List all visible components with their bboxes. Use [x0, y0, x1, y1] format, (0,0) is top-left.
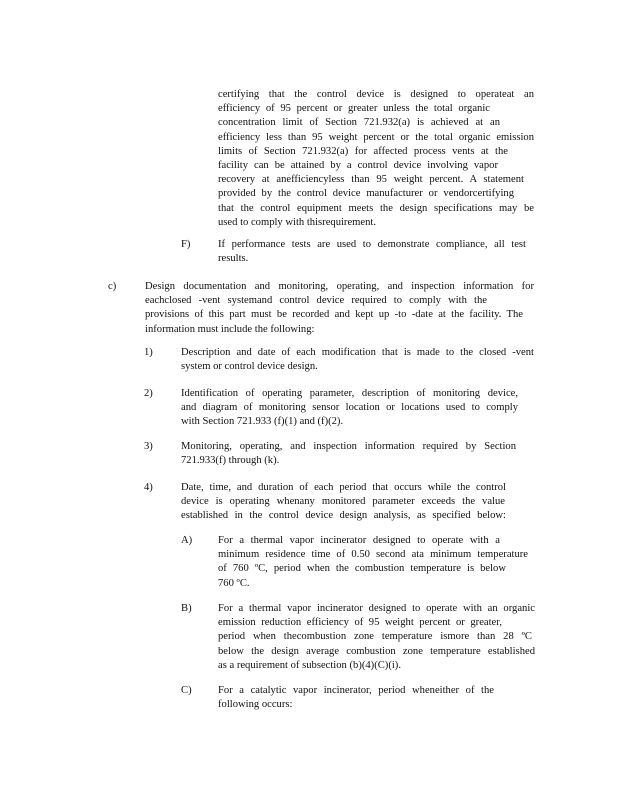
item-marker: A)	[181, 535, 193, 546]
item-marker: B)	[181, 603, 192, 614]
text-line: that the control equipment meets the design specifications may be	[218, 202, 534, 214]
text-line: system or control device design.	[181, 361, 318, 373]
text-line: of 760 ºC, period when the combustion temperature is below	[218, 563, 506, 575]
item-c-paragraph	[145, 280, 534, 337]
text-line: recovery at anefficiencyless than 95 weight percent. A statement	[218, 174, 524, 186]
continuation-paragraph	[218, 88, 534, 230]
text-line: Monitoring, operating, and inspection information required by Section	[181, 441, 516, 452]
text-line: 760 ºC.	[218, 577, 250, 589]
text-line: concentration limit of Section 721.932(a) is achieved at an	[218, 117, 500, 129]
text-line: device is operating whenany monitored parameter exceeds the value	[181, 496, 505, 508]
item-marker: 3)	[144, 441, 153, 452]
text-line: as a requirement of subsection (b)(4)(C)(i).	[218, 659, 401, 671]
item-marker: 4)	[144, 482, 153, 493]
text-line: established in the control device design analysis, as specified below:	[181, 510, 506, 522]
text-line: limits of Section 721.932(a) for affected process vents at the	[218, 145, 508, 157]
text-line: If performance tests are used to demonstrate compliance, all test	[218, 239, 526, 250]
item-marker: F)	[181, 239, 191, 250]
text-line: information must include the following:	[145, 323, 315, 335]
text-line: following occurs:	[218, 699, 293, 711]
text-line: period when thecombustion zone temperature ismore than 28 ºC	[218, 631, 532, 643]
text-line: with Section 721.933 (f)(1) and (f)(2).	[181, 416, 344, 428]
text-line: For a thermal vapor incinerator designed to operate with a	[218, 535, 500, 546]
text-line: provided by the control device manufacturer or vendorcertifying	[218, 188, 514, 200]
item-3-paragraph	[181, 440, 516, 468]
text-line: Date, time, and duration of each period that occurs while the control	[181, 482, 506, 493]
text-line: For a thermal vapor incinerator designed to operate with an organic	[218, 603, 535, 614]
text-line: Design documentation and monitoring, operating, and inspection information for	[145, 281, 534, 292]
text-line: 721.933(f) through (k).	[181, 455, 280, 467]
item-cc-paragraph	[218, 684, 494, 712]
text-line: eachclosed -vent systemand control device required to comply with the	[145, 295, 487, 307]
text-line: emission reduction efficiency of 95 weight percent or greater,	[218, 617, 502, 629]
item-1-paragraph	[181, 346, 534, 374]
text-line: minimum residence time of 0.50 second ata minimum temperature	[218, 549, 528, 561]
text-line: Description and date of each modification that is made to the closed -vent	[181, 347, 534, 358]
text-line: efficiency of 95 percent or greater unless the total organic	[218, 103, 490, 115]
text-line: results.	[218, 253, 249, 265]
text-line: used to comply with thisrequirement.	[218, 216, 376, 228]
text-line: certifying that the control device is designed to operateat an	[218, 89, 534, 100]
item-marker: c)	[108, 281, 117, 292]
text-line: facility can be attained by a control device involving vapor	[218, 160, 498, 172]
text-line: For a catalytic vapor incinerator, period wheneither of the	[218, 685, 494, 696]
text-line: and diagram of monitoring sensor location or locations used to comply	[181, 402, 518, 414]
text-line: efficiency less than 95 weight percent or the total organic emission	[218, 131, 534, 143]
item-marker: C)	[181, 685, 192, 696]
item-marker: 1)	[144, 347, 153, 358]
item-marker: 2)	[144, 388, 153, 399]
item-f-paragraph	[218, 238, 526, 266]
text-line: provisions of this part must be recorded and kept up -to -date at the facility. The	[145, 309, 523, 321]
item-4-paragraph	[181, 481, 506, 524]
text-line: Identification of operating parameter, description of monitoring device,	[181, 388, 518, 399]
text-line: below the design average combustion zone temperature established	[218, 645, 535, 657]
item-a-paragraph	[218, 534, 528, 591]
item-b-paragraph	[218, 602, 535, 673]
item-2-paragraph	[181, 387, 518, 430]
